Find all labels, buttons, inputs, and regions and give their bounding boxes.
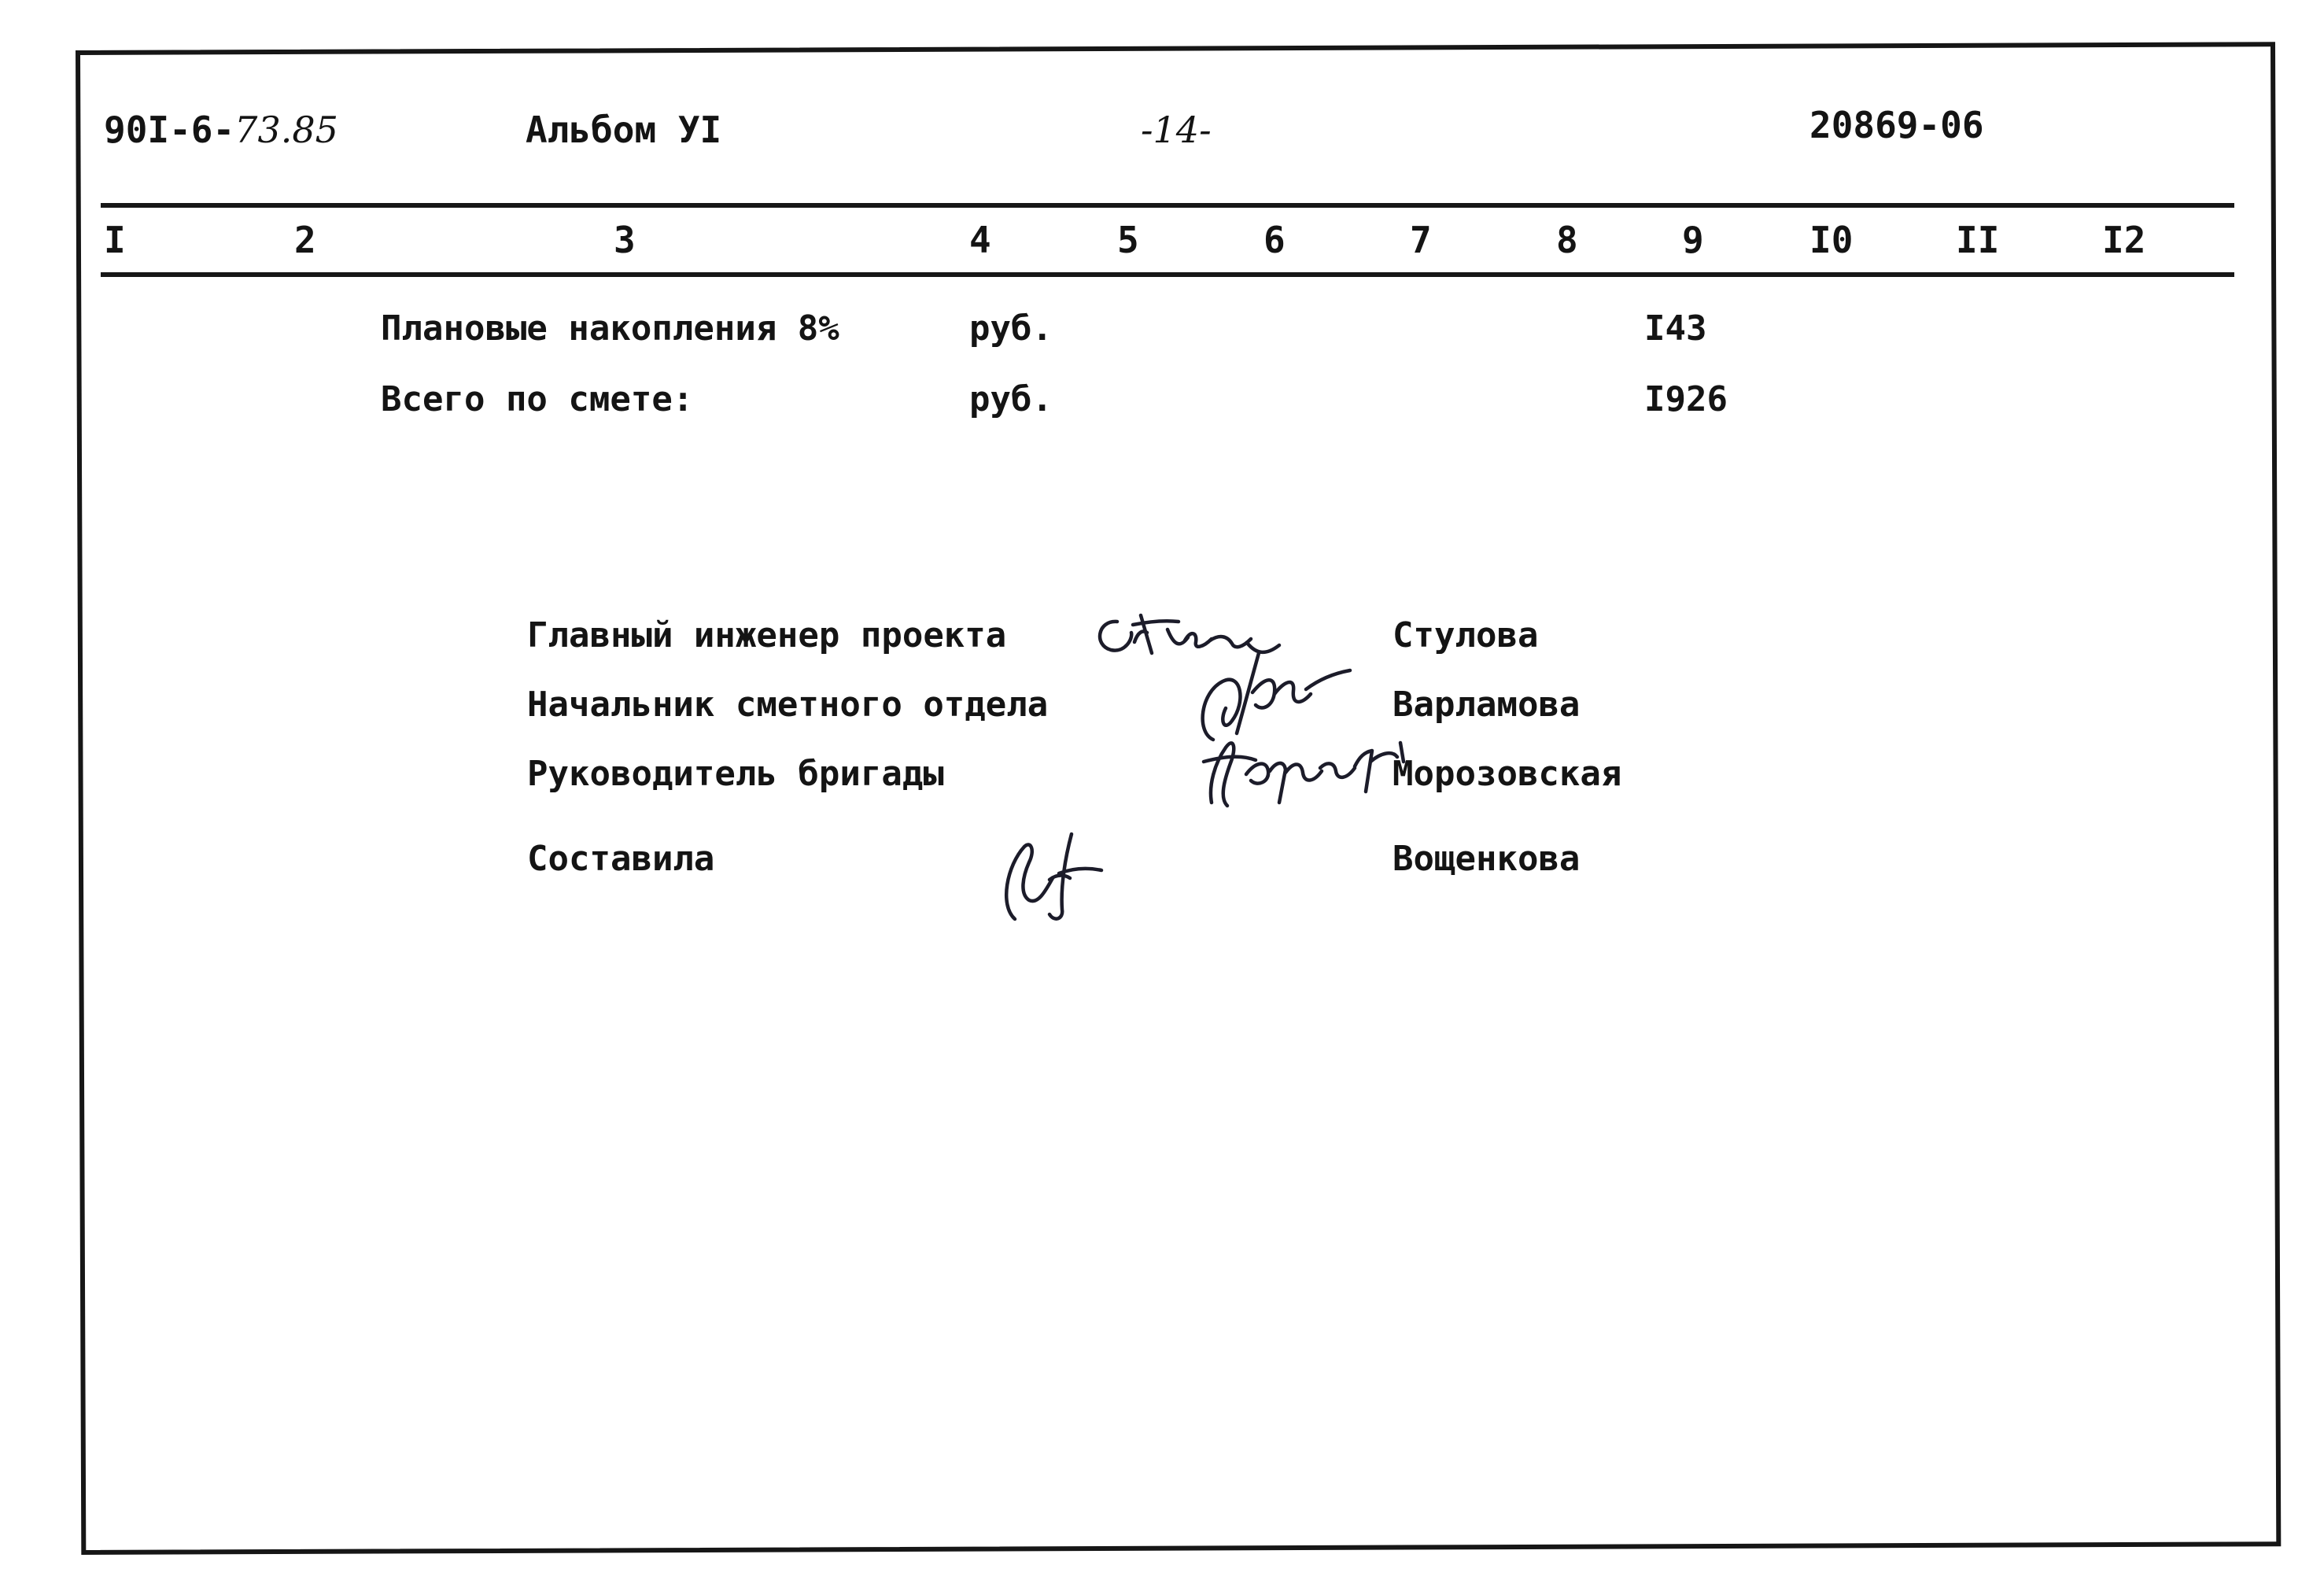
row-estimate-total-unit: руб. xyxy=(969,379,1053,419)
header-bottom-rule xyxy=(101,272,2234,277)
column-number-3: 3 xyxy=(614,219,636,261)
row-estimate-total-value: I926 xyxy=(1644,379,1728,419)
row-estimate-total-name: Всего по смете: xyxy=(381,379,694,419)
column-number-7: 7 xyxy=(1410,219,1432,261)
row-planned-savings-value: I43 xyxy=(1644,308,1707,349)
signature-role-team-lead: Руководитель бригады xyxy=(527,754,944,794)
project-number: 20869-06 xyxy=(1809,104,1984,146)
column-number-9: 9 xyxy=(1682,219,1704,261)
document-code-typed: 90I-6- xyxy=(104,109,235,151)
document-code xyxy=(104,109,338,151)
column-number-2: 2 xyxy=(294,219,316,261)
signature-person-chief-engineer: Стулова xyxy=(1393,615,1539,655)
column-number-12: I2 xyxy=(2102,219,2146,261)
row-planned-savings-name: Плановые накопления 8% xyxy=(381,308,839,349)
column-number-1: I xyxy=(104,219,126,261)
page-frame xyxy=(76,42,2281,1555)
column-number-6: 6 xyxy=(1263,219,1286,261)
signature-role-chief-engineer: Главный инженер проекта xyxy=(527,615,1007,655)
column-number-10: I0 xyxy=(1809,219,1854,261)
document-code-handwritten: 73.85 xyxy=(234,109,338,151)
header-top-rule xyxy=(101,203,2234,208)
album-label: Альбом УI xyxy=(526,109,722,151)
column-number-11: II xyxy=(1956,219,2000,261)
signature-mark-compiler xyxy=(983,818,1117,928)
column-number-8: 8 xyxy=(1556,219,1578,261)
signature-person-team-lead: Морозовская xyxy=(1393,754,1622,794)
signature-mark-team-lead xyxy=(1188,716,1416,818)
row-planned-savings-unit: руб. xyxy=(969,308,1053,349)
signature-role-estimate-head: Начальник сметного отдела xyxy=(527,685,1049,725)
column-number-5: 5 xyxy=(1117,219,1139,261)
signature-role-compiler: Составила xyxy=(527,839,715,879)
signature-person-estimate-head: Варламова xyxy=(1393,685,1581,725)
column-number-4: 4 xyxy=(969,219,991,261)
signature-person-compiler: Вощенкова xyxy=(1393,839,1581,879)
page-number: -14- xyxy=(1141,109,1212,151)
